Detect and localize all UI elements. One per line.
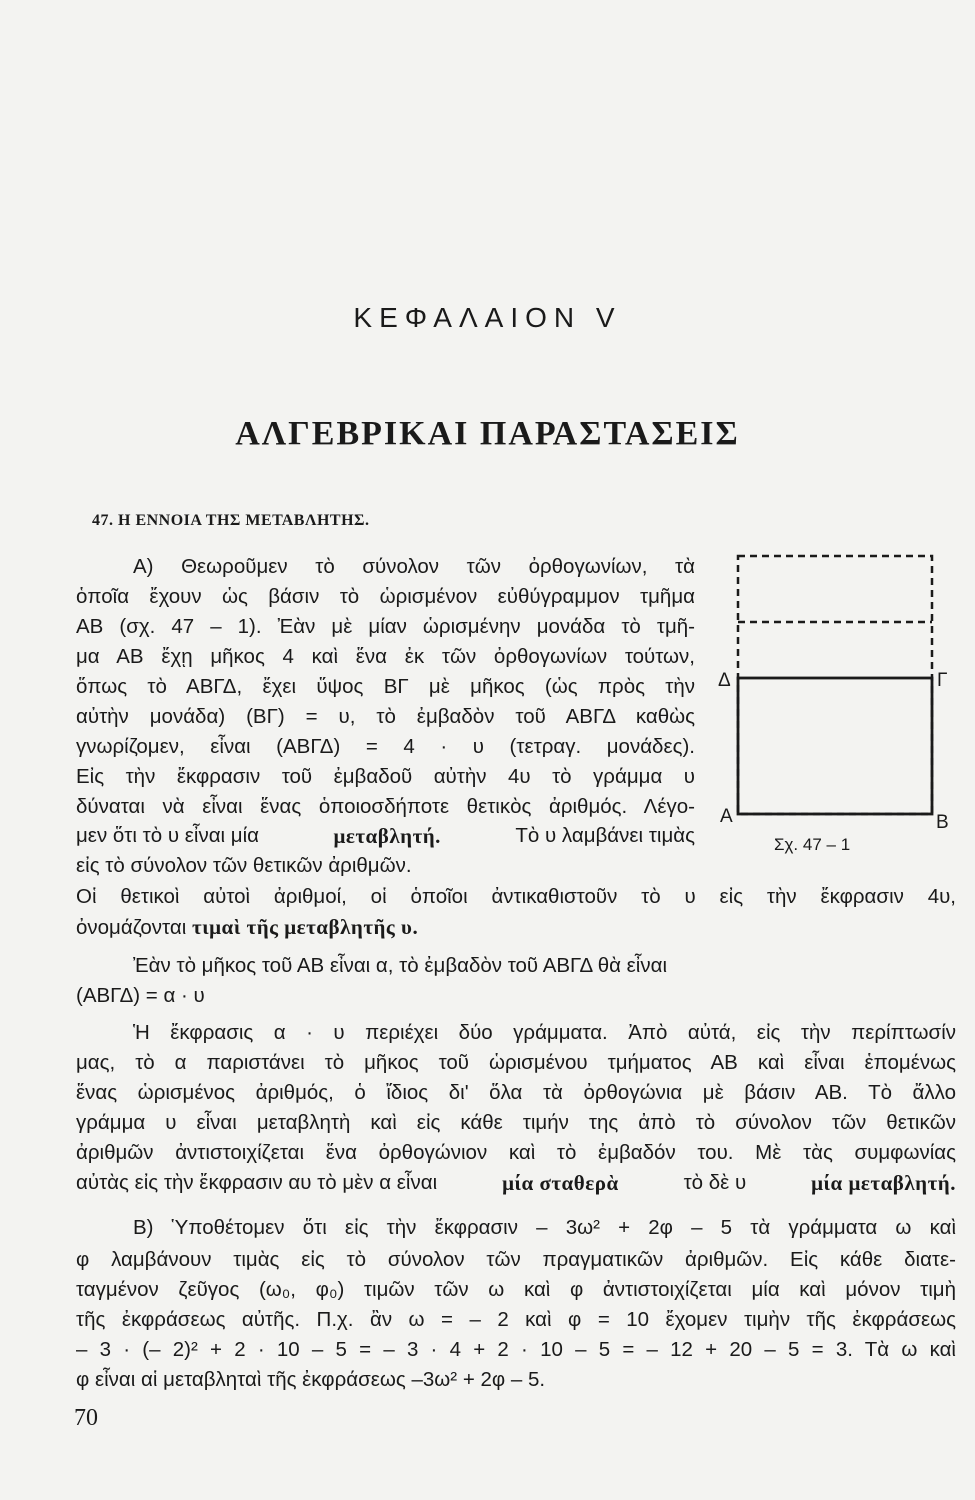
text-line: Α) Θεωροῦμεν τὸ σύνολον τῶν ὀρθογωνίων, τὰ [133,555,695,578]
chapter-title: ΑΛΓΕΒΡΙΚΑΙ ΠΑΡΑΣΤΑΣΕΙΣ [235,415,740,452]
bold-term-values: τιμαὶ τῆς μεταβλητῆς υ. [191,915,419,939]
text-line: γράμμα υ εἶναι μεταβλητὴ καὶ εἰς κάθε τιμήν της ἀπὸ τὸ σύνολον τῶν θετικῶν [76,1111,956,1134]
text-fragment: τὸ δὲ υ [683,1171,747,1194]
figure-rectangles [712,548,952,868]
dashed-outer-rectangle [738,556,932,814]
text-line [76,917,418,939]
label-B: Β [936,812,949,833]
text-line: Ἡ ἔκφρασις α · υ περιέχει δύο γράμματα. Ἀπὸ αὐτά, εἰς τὴν περίπτωσίν [133,1021,956,1044]
text-line: ἀριθμῶν ἀντιστοιχίζεται ἕνα ὀρθογώνιον καὶ τὸ ἐμβαδόν του. Μὲ τὰς συμφωνίας [76,1141,956,1164]
text-line: Ἐὰν τὸ μῆκος τοῦ ΑΒ εἶναι α, τὸ ἐμβαδὸν τοῦ ΑΒΓΔ θὰ εἶναι [133,954,668,977]
bold-term-constant: μία σταθερὰ [502,1171,619,1195]
text-line [76,826,695,847]
text-line: Οἱ θετικοὶ αὐτοὶ ἀριθμοί, οἱ ὁποῖοι ἀντικαθιστοῦν τὸ υ εἰς τὴν ἔκφρασιν 4υ, [76,885,956,908]
rectangle-ABGD [738,678,932,814]
text-line: γνωρίζομεν, εἶναι (ΑΒΓΔ) = 4 · υ (τετραγ. μονάδες). [76,735,695,758]
formula-line: (ΑΒΓΔ) = α · υ [76,984,205,1007]
label-D: Δ [718,670,731,691]
text-line: ὅπως τὸ ΑΒΓΔ, ἔχει ὕψος ΒΓ μὲ μῆκος (ὡς πρὸς τὴν [76,675,695,698]
page-number: 70 [74,1405,98,1431]
figure-caption: Σχ. 47 – 1 [774,835,851,854]
text-fragment: Τὸ υ λαμβάνει τιμὰς [515,824,695,847]
text-line: φ εἶναι αἱ μεταβληταὶ τῆς ἐκφράσεως –3ω² + 2φ – 5. [76,1368,546,1391]
label-G: Γ [937,670,948,691]
text-line: Εἰς τὴν ἔκφρασιν τοῦ ἐμβαδοῦ αὐτὴν 4υ τὸ γράμμα υ [76,765,695,788]
text-fragment: αὐτὰς εἰς τὴν ἔκφρασιν αυ τὸ μὲν α εἶναι [76,1171,438,1194]
formula-line: – 3 · (– 2)² + 2 · 10 – 5 = – 3 · 4 + 2 · 10 – 5 = – 12 + 20 – 5 = 3. Τὰ ω καὶ [76,1338,956,1361]
text-line [76,1173,956,1194]
text-line: φ λαμβάνουν τιμὰς εἰς τὸ σύνολον τῶν πραγματικῶν ἀριθμῶν. Εἰς κάθε διατε- [76,1248,956,1271]
bold-term-variable: μεταβλητή. [333,824,441,848]
text-line: ἕνας ὡρισμένος ἀριθμός, ὁ ἴδιος δι' ὅλα τὰ ὀρθογώνια μὲ βάσιν ΑΒ. Τὸ ἄλλο [76,1081,956,1104]
text-line: τῆς ἐκφράσεως αὐτῆς. Π.χ. ἂν ω = – 2 καὶ φ = 10 ἔχομεν τιμὴν τῆς ἐκφράσεως [76,1308,956,1331]
text-line: μας, τὸ α παριστάνει τὸ μῆκος τοῦ ὡρισμένου τμήματος ΑΒ καὶ εἶναι ἑπομένως [76,1051,956,1074]
text-line: δύναται νὰ εἶναι ἕνας ὁποιοσδήποτε θετικὸς ἀριθμός. Λέγο- [76,795,695,818]
text-line: Β) Ὑποθέτομεν ὅτι εἰς τὴν ἔκφρασιν – 3ω² + 2φ – 5 τὰ γράμματα ω καὶ [133,1216,956,1239]
text-line: μα ΑΒ ἔχῃ μῆκος 4 καὶ ἕνα ἐκ τῶν ὀρθογωνίων τούτων, [76,645,695,668]
text-line: αὐτὴν μονάδα) (ΒΓ) = υ, τὸ ἐμβαδὸν τοῦ ΑΒΓΔ καθὼς [76,705,695,728]
text-fragment: μεν ὅτι τὸ υ εἶναι μία [76,824,260,847]
text-fragment: ὀνομάζονται [76,916,187,939]
text-line: ταγμένον ζεῦγος (ω₀, φ₀) τιμῶν τῶν ω καὶ φ ἀντιστοιχίζεται μία καὶ μόνον τιμὴ [76,1278,956,1301]
section-heading: 47. Η ΕΝΝΟΙΑ ΤΗΣ ΜΕΤΑΒΛΗΤΗΣ. [92,512,370,529]
label-A: Α [720,806,733,827]
text-line: ὁποῖα ἔχουν ὡς βάσιν τὸ ὡρισμένον εὐθύγραμμον τμῆμα [76,585,695,608]
bold-term-variable: μία μεταβλητή. [811,1171,956,1195]
text-line: ΑΒ (σχ. 47 – 1). Ἐὰν μὲ μίαν ὡρισμένην μονάδα τὸ τμῆ- [76,615,695,638]
chapter-heading: ΚΕΦΑΛΑΙΟΝ V [353,302,622,333]
text-line: εἰς τὸ σύνολον τῶν θετικῶν ἀριθμῶν. [76,854,412,877]
